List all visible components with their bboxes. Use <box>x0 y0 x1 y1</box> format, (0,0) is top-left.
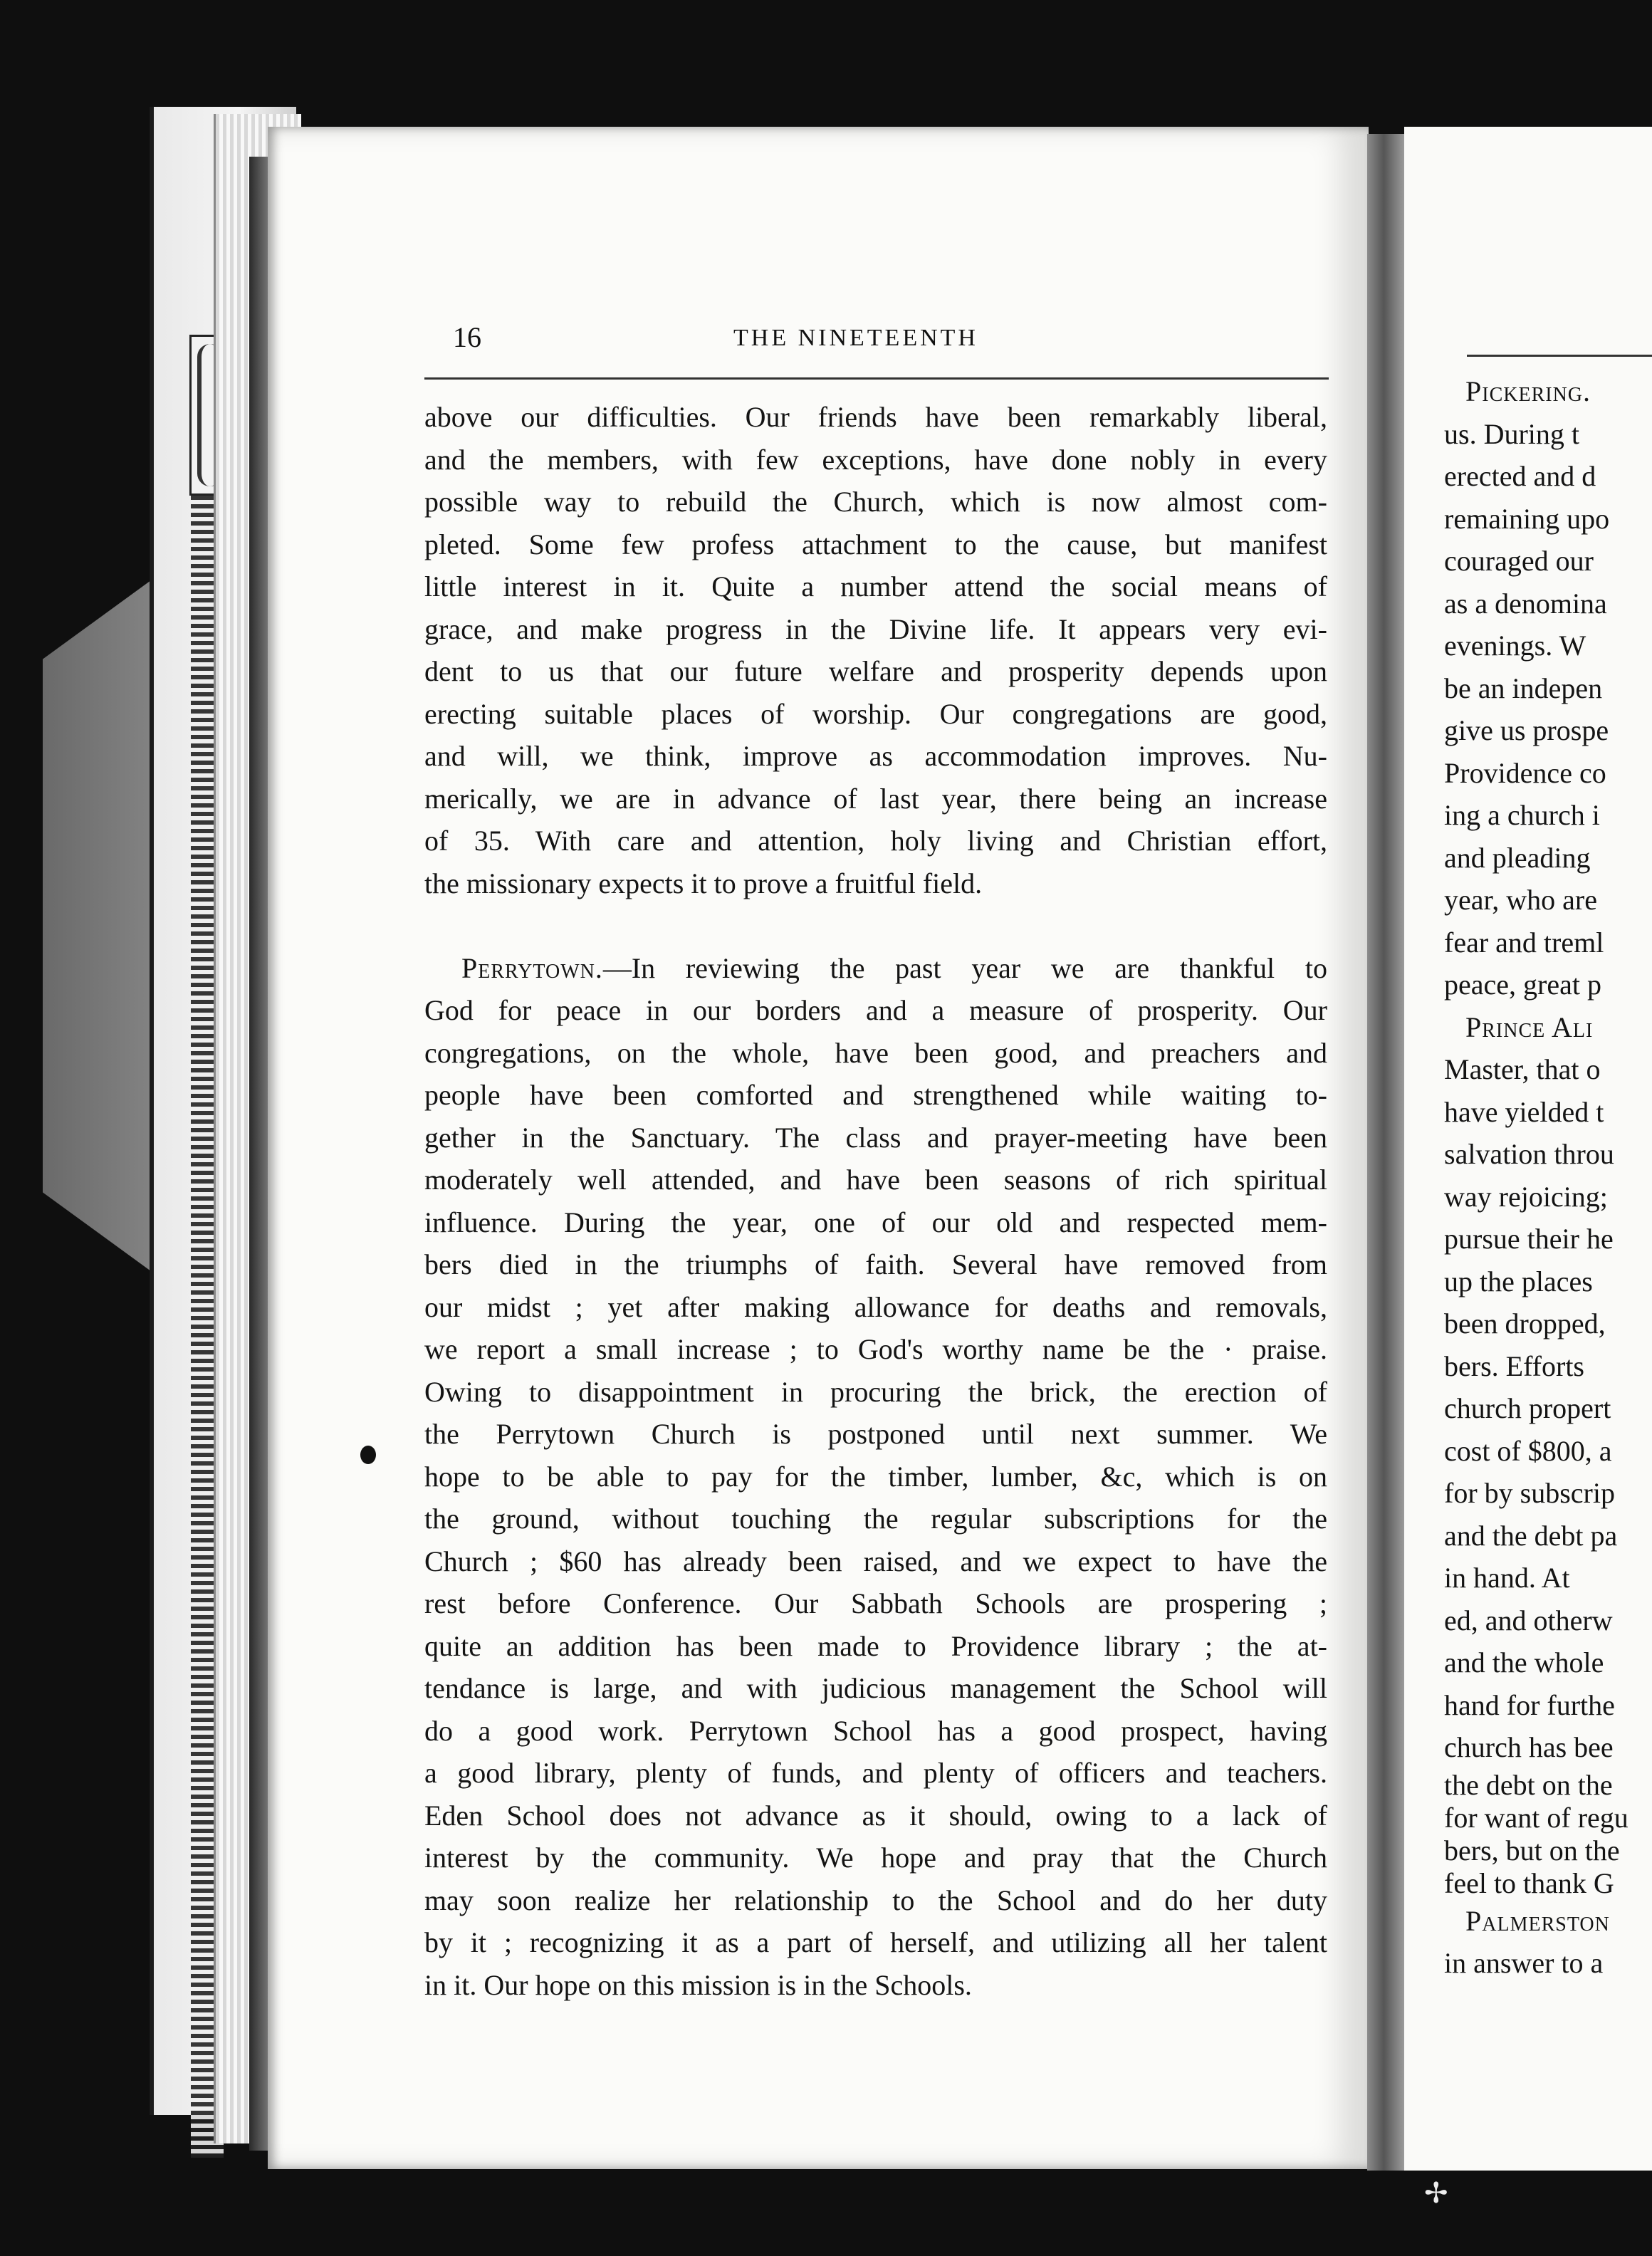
text-line: and the members, with few exceptions, have done nobly in every <box>424 443 1327 476</box>
text-line: feel to thank G <box>1444 1866 1614 1899</box>
text-line: merically, we are in advance of last year, there being an increase <box>424 782 1327 815</box>
dust-speck: ✢ <box>1424 2177 1448 2209</box>
facing-page-text <box>1444 370 1652 1985</box>
text-line: moderately well attended, and have been seasons of rich spiritual <box>424 1164 1327 1196</box>
text-line: above our difficulties. Our friends have been remarkably liberal, <box>424 401 1327 433</box>
text-line: little interest in it. Quite a number attend the social means of <box>424 570 1327 602</box>
text-line: God for peace in our borders and a measure of prosperity. Our <box>424 994 1327 1026</box>
right-header-rule <box>1467 355 1652 357</box>
text-line: and will, we think, improve as accommodation improves. Nu- <box>424 740 1327 772</box>
text-line: a good library, plenty of funds, and plenty of officers and teachers. <box>424 1757 1327 1789</box>
text-line: peace, great p <box>1444 968 1601 1001</box>
text-line: and pleading <box>1444 841 1591 874</box>
text-line: as a denomina <box>1444 587 1607 620</box>
text-line: in it. Our hope on this mission is in the Schools. <box>424 1968 972 2001</box>
text-line: pleted. Some few profess attachment to the cause, but manifest <box>424 528 1327 560</box>
paragraph-continuation <box>424 396 1327 904</box>
text-line: the debt on the <box>1444 1768 1613 1801</box>
text-line: for by subscrip <box>1444 1477 1615 1509</box>
text-line: do a good work. Perrytown School has a good prospect, having <box>424 1714 1327 1747</box>
text-line: dent to us that our future welfare and prosperity depends upon <box>424 655 1327 687</box>
text-line: church has bee <box>1444 1731 1614 1763</box>
text-line: give us prospe <box>1444 714 1609 746</box>
text-line: been dropped, <box>1444 1307 1606 1340</box>
text-line: cost of $800, a <box>1444 1434 1612 1467</box>
section-heading: Pickering. <box>1465 375 1591 407</box>
text-line: and the whole <box>1444 1646 1604 1678</box>
text-line: evenings. W <box>1444 630 1586 662</box>
text-line: hand for furthe <box>1444 1688 1615 1721</box>
page-number: 16 <box>453 321 481 353</box>
text-line: congregations, on the whole, have been good, and preachers and <box>424 1036 1327 1069</box>
text-line: ing a church i <box>1444 799 1600 831</box>
text-line: have yielded t <box>1444 1095 1604 1128</box>
text-line <box>424 947 1327 990</box>
text-line: ed, and otherw <box>1444 1604 1613 1636</box>
text-line: and the debt pa <box>1444 1519 1618 1552</box>
text-line: Owing to disappointment in procuring the brick, the erection of <box>424 1375 1327 1408</box>
text-line: Providence co <box>1444 756 1606 789</box>
text-line: bers. Efforts <box>1444 1349 1584 1382</box>
text-line: erecting suitable places of worship. Our congregations are good, <box>424 697 1327 730</box>
text-line: rest before Conference. Our Sabbath Schools are prospering ; <box>424 1587 1327 1619</box>
text-line: in hand. At <box>1444 1562 1570 1594</box>
text-line: way rejoicing; <box>1444 1180 1608 1213</box>
text-line: grace, and make progress in the Divine life. It appears very evi- <box>424 612 1327 645</box>
text-line: tendance is large, and with judicious management the School will <box>424 1672 1327 1704</box>
text-line: the missionary expects it to prove a fruitful field. <box>424 867 983 899</box>
running-head: THE NINETEENTH <box>733 325 978 351</box>
text-line: interest by the community. We hope and pray that the Church <box>424 1842 1327 1874</box>
text-line: salvation throu <box>1444 1138 1614 1170</box>
text-line: us. During t <box>1444 417 1579 450</box>
text-line: for want of regu <box>1444 1801 1629 1834</box>
text-line: Master, that o <box>1444 1053 1601 1085</box>
text-line: by it ; recognizing it as a part of herself, and utilizing all her talent <box>424 1926 1327 1958</box>
text-line: hope to be able to pay for the timber, lumber, &c, which is on <box>424 1460 1327 1493</box>
paragraph-perrytown <box>424 947 1327 2007</box>
text-line: be an indepen <box>1444 672 1603 704</box>
text-line: Church ; $60 has already been raised, and we expect to have the <box>424 1545 1327 1577</box>
text-line: our midst ; yet after making allowance for deaths and removals, <box>424 1290 1327 1323</box>
text-line: influence. During the year, one of our old and respected mem- <box>424 1206 1327 1238</box>
section-heading: Palmerston <box>1465 1904 1610 1937</box>
text-line: erected and d <box>1444 460 1596 492</box>
body-text <box>424 396 1327 2006</box>
text-line: of 35. With care and attention, holy living and Christian effort, <box>424 825 1327 857</box>
text-line: bers died in the triumphs of faith. Several have removed from <box>424 1248 1327 1280</box>
book-gutter <box>1367 134 1404 2171</box>
text-line: people have been comforted and strengthened while waiting to- <box>424 1079 1327 1111</box>
ink-smudge <box>360 1446 376 1464</box>
text-line: quite an addition has been made to Providence library ; the at- <box>424 1629 1327 1662</box>
text-line: Eden School does not advance as it should, owing to a lack of <box>424 1799 1327 1832</box>
section-heading: Prince Ali <box>1465 1010 1594 1043</box>
header-rule <box>424 377 1329 380</box>
text-line: pursue their he <box>1444 1223 1614 1255</box>
paragraph-gap <box>424 904 1327 947</box>
text-line: in answer to a <box>1444 1947 1604 1979</box>
text-run: —In reviewing the past year we are thankful to <box>602 951 1327 984</box>
text-line: the ground, without touching the regular subscriptions for the <box>424 1503 1327 1535</box>
section-heading: Perrytown. <box>461 951 603 984</box>
text-line: fear and treml <box>1444 926 1604 959</box>
text-line: gether in the Sanctuary. The class and prayer-meeting have been <box>424 1121 1327 1154</box>
text-line: may soon realize her relationship to the School and do her duty <box>424 1884 1327 1916</box>
text-line: church propert <box>1444 1392 1611 1424</box>
text-line: remaining upo <box>1444 502 1610 535</box>
text-line: bers, but on the <box>1444 1834 1620 1866</box>
text-line: year, who are <box>1444 884 1597 916</box>
text-line: couraged our <box>1444 545 1594 577</box>
text-line: we report a small increase ; to God's worthy name be the · praise. <box>424 1333 1327 1365</box>
text-line: possible way to rebuild the Church, which is now almost com- <box>424 486 1327 518</box>
text-line: up the places <box>1444 1265 1593 1297</box>
text-line: the Perrytown Church is postponed until next summer. We <box>424 1418 1327 1450</box>
